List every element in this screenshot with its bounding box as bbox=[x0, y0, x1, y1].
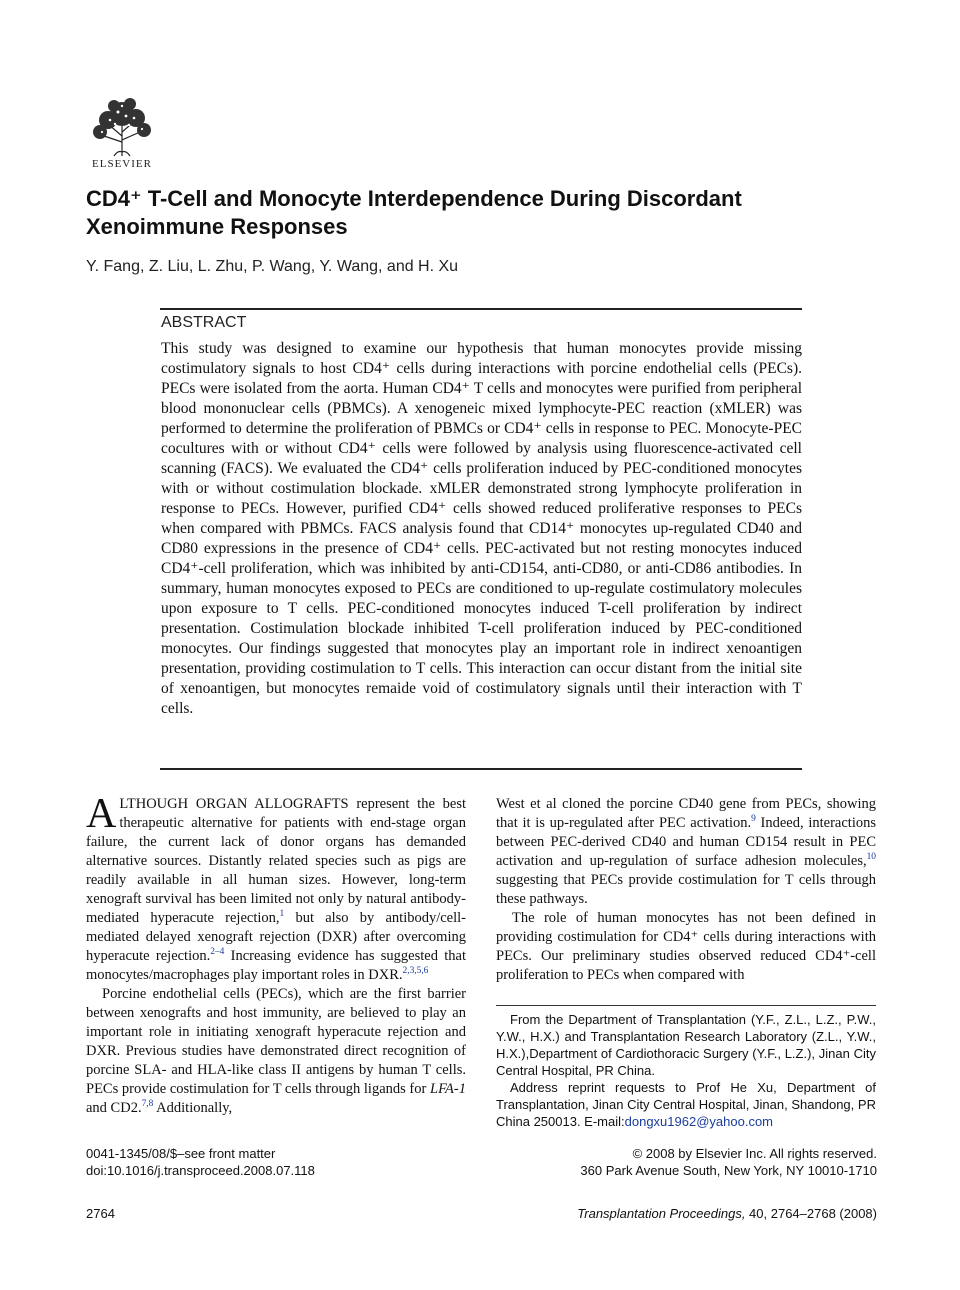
footnote-rule bbox=[496, 1005, 876, 1006]
lead-in: LTHOUGH ORGAN ALLOGRAFTS bbox=[119, 796, 349, 812]
paragraph-monocytes: The role of human monocytes has not been defined in providing costimulation for CD4⁺ cells during interactions with PECs. Our preliminary studies observed reduced CD4⁺-cell proliferation to PECs when compared with bbox=[496, 910, 876, 983]
doi: doi:10.1016/j.transproceed.2008.07.118 bbox=[86, 1163, 315, 1178]
citation-link[interactable]: 1 bbox=[279, 909, 285, 920]
elsevier-tree-icon bbox=[84, 96, 160, 158]
elsevier-logo bbox=[84, 96, 160, 176]
copyright-block bbox=[500, 1145, 877, 1179]
email-link[interactable]: dongxu1962@yahoo.com bbox=[624, 1114, 773, 1129]
citation-link[interactable]: 9 bbox=[751, 814, 756, 825]
abstract-text: This study was designed to examine our hypothesis that human monocytes provide missing costimulatory signals to host CD4⁺ cells during interactions with porcine endothelial cells (PECs). PECs were isolated from the aorta. Human CD4⁺ T cells and monocytes were purified from peripheral blood mononuclear cells (PBMCs). A xenogeneic mixed lymphocyte-PEC reaction (xMLER) was performed to determine the proliferation of PBMCs or CD4⁺ cells in response to PEC. Monocyte-PEC cocultures with or without CD4⁺ cells were followed by analysis using fluorescence-activated cell scanning (FACS). We evaluated the CD4⁺ cells proliferation induced by PEC-conditioned monocytes with or without costimulation blockade. xMLER demonstrated strong lymphocyte proliferation in response to PECs. However, purified CD4⁺ cells showed reduced proliferative responses to PECs when compared with PBMCs. FACS analysis found that CD14⁺ monocytes up-regulated CD40 and CD80 expressions in the presence of CD4⁺ cells. PEC-activated but not resting monocytes induced CD4⁺-cell proliferation, which was inhibited by anti-CD154, anti-CD80, or anti-CD86 antibodies. In summary, human monocytes exposed to PECs are conditioned to up-regulate costimulatory molecules upon exposure to T cells. PEC-conditioned monocytes induced T-cell proliferation by indirect presentation. Costimulation blockade inhibited T-cell proliferation induced by PEC-conditioned monocytes. Our findings suggested that monocytes play an important role in indirect xenoantigen presentation, providing costimulation to T cells. This interaction can occur distant from the initial site of xenoantigen, but monocytes remaide void of costimulatory signals until their interaction with T cells. bbox=[161, 340, 802, 717]
paragraph-cd40: West et al cloned the porcine CD40 gene from PECs, showing that it is up-regulated after PEC activation.$^9$ Indeed, interactions between PEC-derived CD40 and human CD154 result in PEC activation and up-regulation of surface adhesion molecules,$^{10}$ suggesting that PECs provide costimulation for T cells through these pathways. bbox=[496, 796, 876, 907]
paragraph-intro: ALTHOUGH ORGAN ALLOGRAFTS represent the best therapeutic alternative for patients with end-stage organ failure, the current lack of donor organs has demanded alternative sources. Distantly related species such as pigs are readily available in all human sizes. However, long-term xenograft survival has been limited not only by natural antibody-mediated hyperacute rejection,$^1$ but also by antibody/cell-mediated delayed xenograft rejection (DXR) after overcoming hyperacute rejection.$^{2-4}$ Increasing evidence has suggested that monocytes/macrophages play important roles in DXR.$^{2,3,5,6}$ bbox=[86, 791, 467, 983]
abstract-bottom-rule bbox=[160, 768, 802, 770]
copyright: © 2008 by Elsevier Inc. All rights reserved. bbox=[632, 1146, 877, 1161]
citation-link[interactable]: 7,8 bbox=[141, 1099, 154, 1110]
body-column-right bbox=[496, 795, 876, 985]
citation-link[interactable]: 2,3,5,6 bbox=[402, 966, 429, 977]
issn: 0041-1345/08/$–see front matter bbox=[86, 1146, 276, 1161]
paragraph-pec: Porcine endothelial cells (PECs), which are the first barrier between xenografts and host immunity, are believed to play an important role in initiating xenograft hyperacute rejection and DXR. Previous studies have demonstrated direct recognition of porcine SLA- and HLA-like class II antigens by human T cells. PECs provide costimulation for T cells through ligands for LFA-1 and CD2.$^{7,8}$ Additionally, bbox=[86, 986, 466, 1116]
article-title: CD4⁺ T-Cell and Monocyte Interdependence During Discordant Xenoimmune Responses bbox=[86, 186, 742, 239]
citation-link[interactable]: 10 bbox=[866, 852, 876, 863]
drop-cap: A bbox=[86, 791, 117, 837]
affiliation-footnote bbox=[496, 1011, 876, 1130]
abstract-heading: ABSTRACT bbox=[161, 314, 247, 331]
front-matter bbox=[86, 1145, 315, 1179]
publisher-name: ELSEVIER bbox=[92, 158, 152, 170]
affiliation-text: From the Department of Transplantation (Y.F., Z.L., L.Z., P.W., Y.W., H.X.) and Transplantation Research Laboratory (Z.L., Y.W., H.X.),Department of Cardiothoracic Surgery (Y.F., L.Z.), Jinan City Central Hospital, PR China. bbox=[496, 1012, 876, 1078]
abstract-top-rule bbox=[160, 308, 802, 310]
citation-link[interactable]: 2–4 bbox=[210, 947, 225, 958]
publisher-address: 360 Park Avenue South, New York, NY 10010-1710 bbox=[580, 1163, 877, 1178]
journal-citation: Transplantation Proceedings, 40, 2764–2768 (2008) bbox=[577, 1206, 877, 1221]
reprint-text: Address reprint requests to Prof He Xu, Department of Transplantation, Jinan City Central Hospital, Jinan, Shandong, PR China 250013. E-mail:dongxu1962@yahoo.com bbox=[496, 1080, 876, 1129]
page-number: 2764 bbox=[86, 1206, 115, 1221]
body-column-left bbox=[86, 791, 467, 1118]
authors: Y. Fang, Z. Liu, L. Zhu, P. Wang, Y. Wang, and H. Xu bbox=[86, 258, 459, 275]
